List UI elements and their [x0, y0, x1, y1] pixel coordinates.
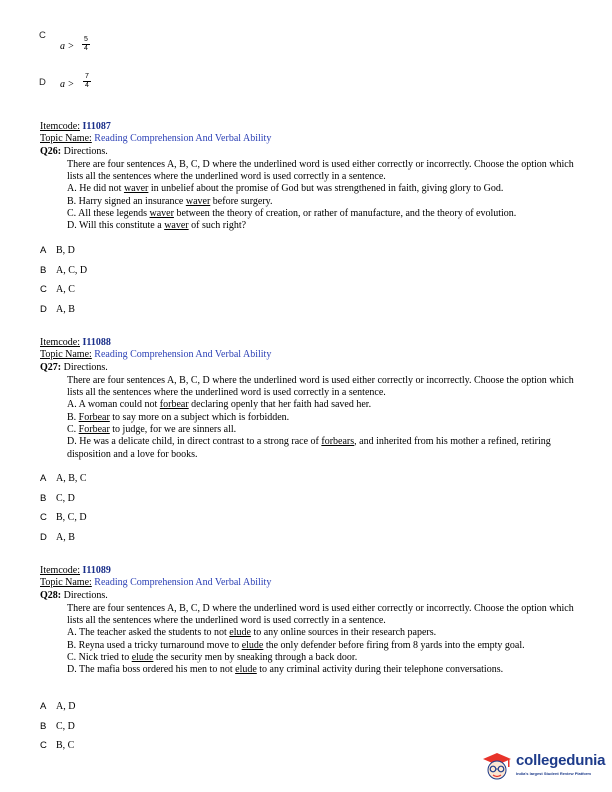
topic-name: Reading Comprehension And Verbal Ability	[94, 133, 272, 145]
topic-name: Reading Comprehension And Verbal Ability	[94, 577, 272, 589]
option-text: B, C, D	[56, 512, 87, 524]
logo-wordmark: collegedunia	[516, 752, 606, 769]
underlined-word: Forbear	[78, 424, 110, 436]
option-text: A, B, C	[56, 473, 87, 484]
itemcode-label: Itemcode:	[40, 121, 80, 132]
answer-option[interactable]	[40, 304, 87, 324]
option-letter: B	[40, 492, 47, 504]
question-header	[40, 146, 580, 158]
sentence	[67, 436, 580, 461]
options-q26	[40, 245, 87, 324]
option-letter: B	[40, 264, 47, 276]
sentence-pre: D. The mafia boss ordered his men to not	[67, 664, 236, 676]
question-header	[40, 590, 580, 602]
sentence-post: to any online sources in their research papers.	[250, 627, 437, 639]
sentence	[67, 208, 580, 220]
question-instruction: There are four sentences A, B, C, D where the underlined word is used either correctly or incorrectly. Choose the option which lists all the sentences where the underlined word is used correctly in a sentence.	[67, 374, 574, 399]
topic-label: Topic Name:	[40, 577, 92, 589]
options-q28	[40, 701, 75, 760]
inequality-expr: a >	[60, 79, 75, 90]
answer-option[interactable]	[40, 740, 75, 760]
fraction-numerator: 7	[85, 73, 89, 80]
answer-option[interactable]	[40, 493, 87, 513]
question-block-q28	[40, 565, 580, 677]
itemcode-value: I11087	[82, 121, 111, 132]
sentence-pre: B. Reyna used a tricky turnaround move to	[67, 639, 242, 651]
sentence-pre: C. All these legends	[67, 208, 150, 220]
sentence-pre: A. He did not	[67, 183, 124, 195]
question-header	[40, 362, 580, 374]
fraction-denominator: 4	[85, 82, 89, 89]
sentence-pre: D. He was a delicate child, in direct contrast to a strong race of	[67, 436, 322, 448]
sentence-post: to any criminal activity during their telephone conversations.	[256, 664, 504, 676]
sentence	[67, 196, 580, 208]
option-text: A, D	[56, 701, 76, 712]
fraction-numerator: 5	[84, 36, 88, 43]
option-text: A, B	[56, 304, 75, 316]
sentence-pre: B. Harry signed an insurance	[67, 195, 186, 207]
underlined-word: elude	[241, 639, 264, 651]
sentence-post: the only defender before firing from 8 yards into the empty goal.	[263, 639, 525, 651]
topic-line	[40, 133, 580, 145]
option-letter: C	[40, 512, 47, 524]
option-letter: C	[40, 284, 47, 296]
sentence-post: before surgery.	[210, 195, 273, 207]
question-body	[67, 375, 580, 461]
option-text: A, C	[56, 284, 75, 296]
option-text: C, D	[56, 720, 75, 732]
option-text: A, B	[56, 532, 75, 544]
fraction	[82, 36, 90, 53]
itemcode-line	[40, 565, 580, 577]
underlined-word: forbear	[159, 399, 189, 411]
itemcode-line	[40, 121, 580, 133]
answer-option[interactable]	[40, 721, 75, 741]
answer-option[interactable]	[40, 284, 87, 304]
question-block-q26	[40, 121, 580, 233]
itemcode-value: I11089	[82, 565, 111, 576]
underlined-word: waver	[149, 208, 174, 220]
sentence	[67, 627, 580, 639]
sentence-pre: C. Nick tried to	[67, 652, 132, 664]
sentence	[67, 220, 580, 232]
sentence-post: declaring openly that her faith had saved her.	[188, 399, 372, 411]
option-text: B, C	[56, 740, 75, 752]
question-body	[67, 603, 580, 677]
question-intro: Directions.	[63, 361, 108, 373]
underlined-word: Forbear	[78, 411, 110, 423]
sentence	[67, 183, 580, 195]
topic-line	[40, 577, 580, 589]
answer-option[interactable]	[40, 245, 87, 265]
question-number: Q28:	[40, 589, 62, 601]
itemcode-line	[40, 337, 580, 349]
question-number: Q27:	[40, 361, 62, 373]
question-intro: Directions.	[63, 589, 108, 601]
answer-option[interactable]	[40, 473, 87, 493]
underlined-word: elude	[235, 664, 257, 676]
sentence	[67, 399, 580, 411]
sentence	[67, 652, 580, 664]
option-text: C, D	[56, 492, 75, 504]
itemcode-value: I11088	[82, 337, 111, 348]
answer-option[interactable]	[40, 265, 87, 285]
topic-name: Reading Comprehension And Verbal Ability	[94, 349, 272, 361]
sentence-post: in unbelief about the promise of God but was strengthened in faith, giving glory to God.	[148, 183, 504, 195]
underlined-word: elude	[131, 652, 154, 664]
underlined-word: elude	[229, 627, 251, 639]
options-q27	[40, 473, 87, 552]
topic-label: Topic Name:	[40, 133, 92, 145]
question-block-q27	[40, 337, 580, 461]
sentence-post: , and inherited from his mother a refined, retiring disposition and a love for books.	[67, 436, 551, 460]
option-text: B, D	[56, 245, 75, 256]
underlined-word: waver	[123, 183, 149, 195]
answer-option[interactable]	[40, 701, 75, 721]
fraction-denominator: 4	[84, 45, 88, 52]
inequality-expr: a >	[60, 41, 75, 52]
option-letter: B	[40, 720, 47, 732]
sentence	[67, 640, 580, 652]
question-instruction: There are four sentences A, B, C, D where the underlined word is used either correctly or incorrectly. Choose the option which lists all the sentences where the underlined word is used correctly in a sentence.	[67, 158, 574, 183]
sentence-post: to say more on a subject which is forbidden.	[109, 411, 290, 423]
topic-label: Topic Name:	[40, 349, 92, 361]
question-instruction: There are four sentences A, B, C, D where the underlined word is used either correctly or incorrectly. Choose the option which lists all the sentences where the underlined word is used correctly in a sentence.	[67, 602, 574, 627]
underlined-word: forbears	[321, 436, 355, 448]
sentence-post: between the theory of creation, or rather of manufacture, and the theory of evolution.	[173, 208, 517, 220]
sentence	[67, 412, 580, 424]
option-letter: A	[40, 701, 47, 712]
logo-tagline: India's largest Student Review Platform	[516, 771, 591, 776]
option-letter: A	[40, 473, 47, 484]
sentence-pre: A. A woman could not	[67, 399, 160, 411]
question-intro: Directions.	[63, 145, 108, 157]
itemcode-label: Itemcode:	[40, 337, 80, 348]
option-letter: D	[40, 304, 47, 316]
sentence-post: of such right?	[188, 220, 247, 232]
collegedunia-logo	[480, 748, 608, 788]
sentence-pre: B.	[67, 411, 79, 423]
option-letter: D	[40, 532, 47, 544]
option-letter: C	[39, 30, 46, 41]
answer-option[interactable]	[40, 532, 87, 552]
sentence-pre: A. The teacher asked the students to not	[67, 627, 230, 639]
underlined-word: waver	[185, 195, 211, 207]
sentence-post: to judge, for we are sinners all.	[109, 424, 237, 436]
option-letter: C	[40, 740, 47, 752]
sentence-post: the security men by sneaking through a back door.	[153, 652, 358, 664]
sentence	[67, 664, 580, 676]
fraction	[83, 73, 91, 90]
sentence-pre: C.	[67, 424, 79, 436]
topic-line	[40, 349, 580, 361]
graduate-mascot-icon	[480, 750, 514, 784]
option-letter: D	[39, 77, 46, 88]
option-text: A, C, D	[56, 264, 88, 276]
option-letter: A	[40, 245, 47, 256]
question-body	[67, 159, 580, 233]
itemcode-label: Itemcode:	[40, 565, 80, 576]
answer-option[interactable]	[40, 512, 87, 532]
underlined-word: waver	[164, 220, 189, 232]
sentence-pre: D. Will this constitute a	[67, 220, 165, 232]
question-number: Q26:	[40, 145, 62, 157]
sentence	[67, 424, 580, 436]
